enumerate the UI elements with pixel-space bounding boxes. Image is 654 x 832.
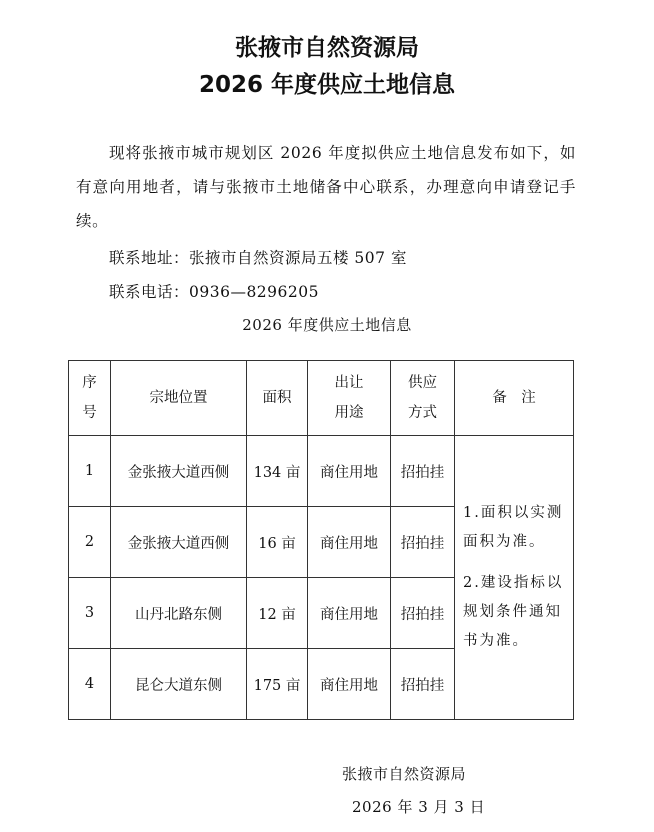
- header-use-bottom: 用途: [334, 405, 364, 421]
- cell-method: 招拍挂: [391, 649, 455, 720]
- table-header-row: [69, 361, 574, 436]
- header-method-bottom: 方式: [408, 405, 437, 421]
- cell-seq: 2: [69, 507, 111, 578]
- intro-paragraph: 现将张掖市城市规划区 2026 年度拟供应土地信息发布如下，如有意向用地者，请与张掖市土地储备中心联系，办理意向申请登记手续。: [76, 144, 576, 230]
- header-location: 宗地位置: [111, 361, 247, 436]
- cell-area: 175 亩: [247, 649, 308, 720]
- cell-method: 招拍挂: [391, 507, 455, 578]
- cell-use: 商住用地: [308, 649, 391, 720]
- header-seq-top: 序: [82, 375, 97, 391]
- remarks-cell: [455, 436, 574, 720]
- cell-seq: 3: [69, 578, 111, 649]
- header-use: [308, 361, 391, 436]
- header-use-top: 出让: [334, 375, 364, 391]
- header-method: [391, 361, 455, 436]
- remark-note-1: 1.面积以实测面积为准。: [463, 505, 564, 550]
- contact-address: 联系地址：张掖市自然资源局五楼 507 室: [109, 249, 407, 267]
- header-remarks: 备 注: [455, 361, 574, 436]
- cell-area: 16 亩: [247, 507, 308, 578]
- cell-location: 昆仑大道东侧: [111, 649, 247, 720]
- cell-use: 商住用地: [308, 578, 391, 649]
- contact-phone: 联系电话：0936—8296205: [109, 283, 319, 301]
- header-seq-bottom: 号: [82, 405, 97, 421]
- document-subtitle: 2026 年度供应土地信息: [198, 72, 456, 98]
- cell-use: 商住用地: [308, 436, 391, 507]
- land-supply-table: [68, 360, 574, 720]
- cell-location: 山丹北路东侧: [111, 578, 247, 649]
- signature-org: 张掖市自然资源局: [342, 765, 467, 783]
- cell-method: 招拍挂: [391, 578, 455, 649]
- remark-note-2: 2.建设指标以规划条件通知书为准。: [463, 575, 564, 649]
- cell-seq: 1: [69, 436, 111, 507]
- cell-location: 金张掖大道西侧: [111, 436, 247, 507]
- table-caption: 2026 年度供应土地信息: [242, 316, 412, 334]
- cell-location: 金张掖大道西侧: [111, 507, 247, 578]
- cell-method: 招拍挂: [391, 436, 455, 507]
- cell-area: 12 亩: [247, 578, 308, 649]
- document-title: 张掖市自然资源局: [235, 35, 419, 61]
- header-seq: [69, 361, 111, 436]
- cell-seq: 4: [69, 649, 111, 720]
- header-method-top: 供应: [408, 375, 437, 391]
- cell-area: 134 亩: [247, 436, 308, 507]
- signature-date: 2026 年 3 月 3 日: [352, 798, 486, 816]
- table-row: [69, 436, 574, 507]
- header-area: 面积: [247, 361, 308, 436]
- cell-use: 商住用地: [308, 507, 391, 578]
